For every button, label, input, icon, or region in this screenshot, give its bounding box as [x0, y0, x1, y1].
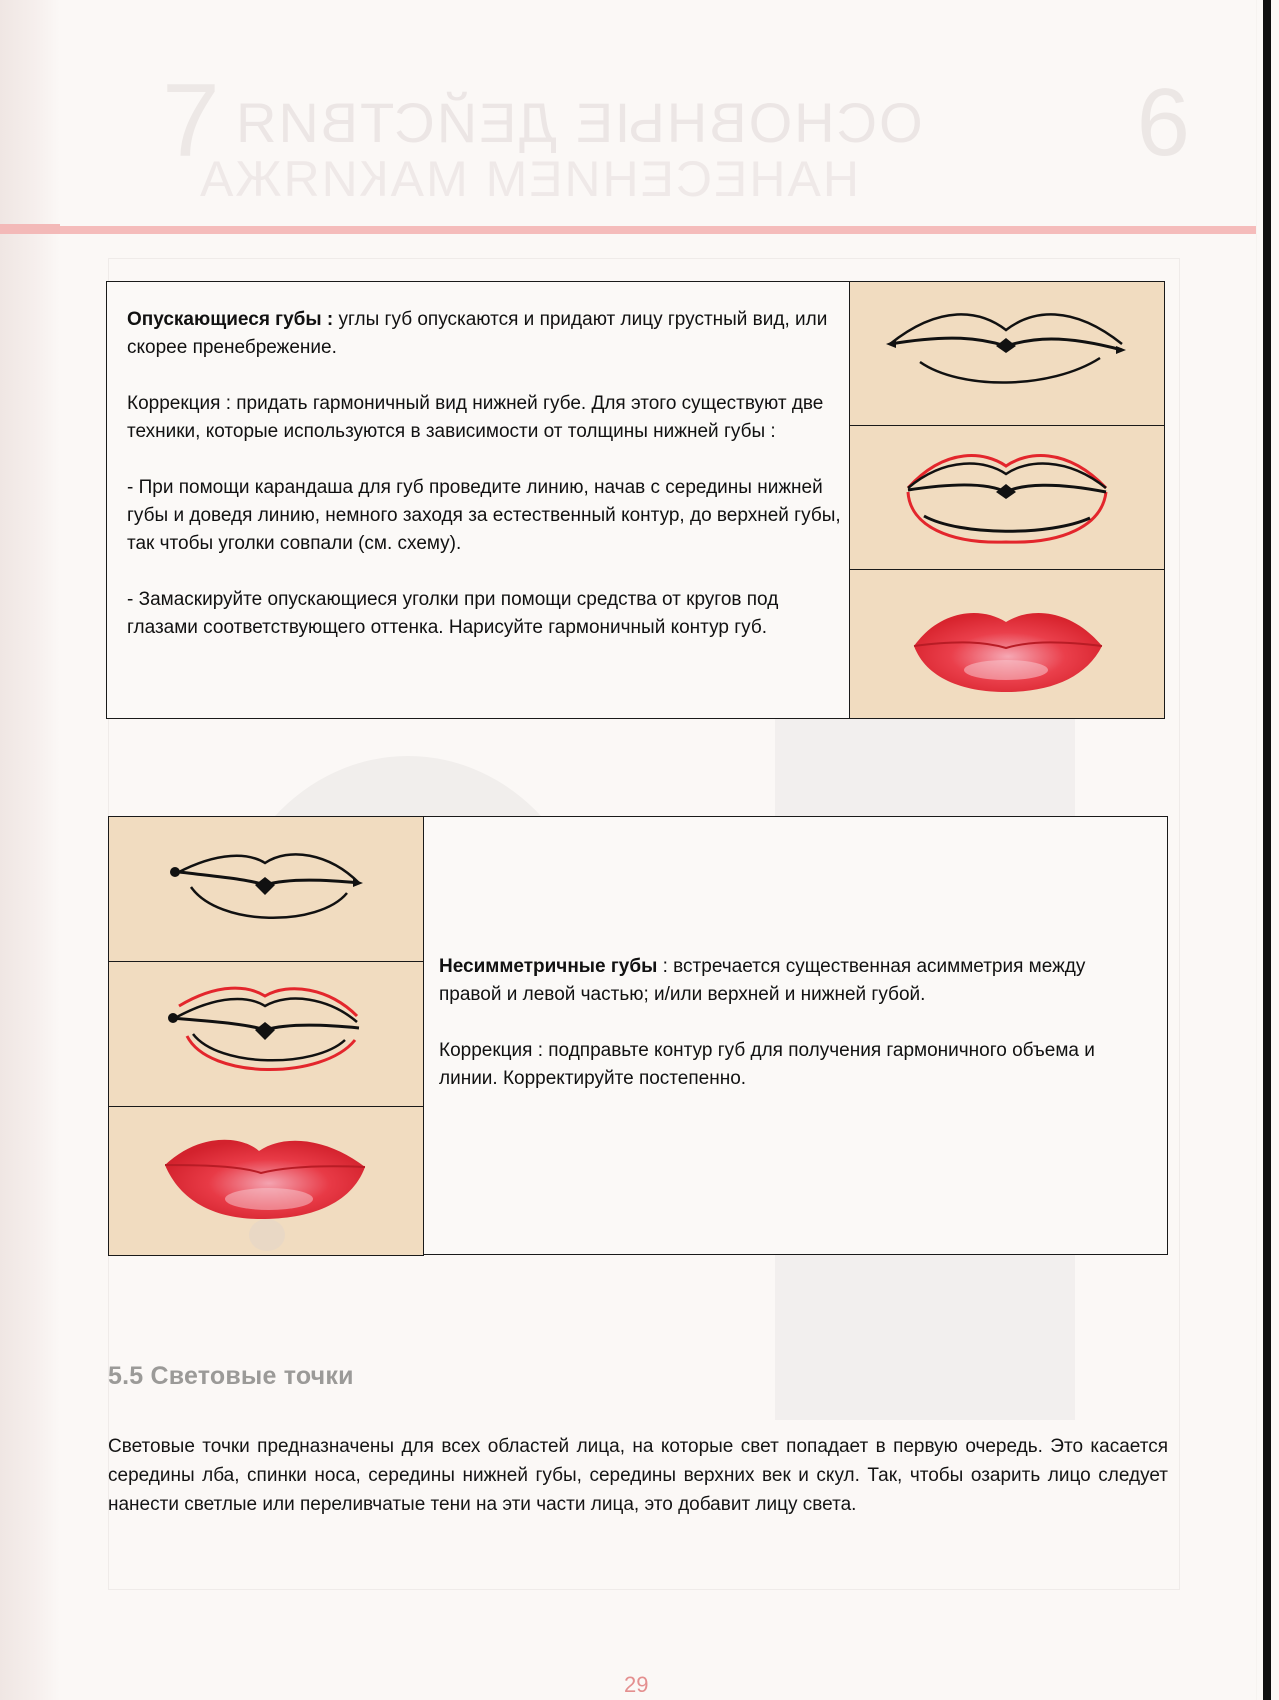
asymmetric-lips-outline-illustration — [108, 816, 424, 964]
asymmetric-lips-title: Несимметричные губы — [439, 956, 658, 977]
bleed-through-heading-line: НАНЕСЕНИЕМ МАКИЯЖА — [198, 151, 859, 207]
page-number: 29 — [624, 1672, 649, 1697]
asymmetric-lips-outline-drawing — [109, 817, 423, 963]
asymmetric-lips-description: : встречается существенная асимметрия между правой и левой частью; и/или верхней и нижней губой. — [439, 956, 1086, 1005]
lips-result-drawing — [850, 570, 1164, 718]
book-spine-shadow — [0, 0, 60, 1700]
drooping-lips-correction-illustration — [849, 425, 1165, 572]
drooping-lips-correction: Коррекция : придать гармоничный вид нижней губе. Для этого существуют две техники, которые используются в зависимости от толщины нижней губы : — [127, 393, 824, 442]
bleed-through-heading-line: ОСНОВНЫЕ ДЕЙСТВИЯ — [234, 91, 923, 154]
lips-outline-drawing — [850, 282, 1164, 427]
asymmetric-lips-intro — [439, 953, 1119, 1009]
page-edge — [1257, 0, 1279, 1700]
bleed-through-header — [154, 62, 1254, 212]
section-title: 5.5 Световые точки — [108, 1362, 354, 1390]
drooping-lips-outline-illustration — [849, 281, 1165, 428]
asymmetric-lips-correction: Коррекция : подправьте контур губ для получения гармоничного объема и линии. Корректируйте постепенно. — [439, 1040, 1095, 1089]
asymmetric-lips-box — [108, 816, 1168, 1255]
bleed-through-chapter-number: 7 — [162, 63, 220, 179]
bleed-through-chapter-number: 6 — [1136, 69, 1190, 176]
asymmetric-lips-correction-illustration — [108, 961, 424, 1109]
drooping-lips-technique-1: - При помощи карандаша для губ проведите линию, начав с середины нижней губы и доведя линию, немного заходя за естественный контур, до верхней губы, так чтобы уголки совпали (см. схему). — [127, 477, 841, 554]
section-body: Световые точки предназначены для всех областей лица, на которые свет попадает в первую очередь. Это касается середины лба, спинки носа, середины нижней губы, середины верхних век и скул. Так, чтобы озарить лицо следует нанести светлые или переливчатые тени на эти части лица, это добавит лицу света. — [108, 1436, 1168, 1515]
asymmetric-lips-text — [439, 953, 1119, 1121]
drooping-lips-box — [106, 281, 1164, 719]
drooping-lips-technique-2: - Замаскируйте опускающиеся уголки при помощи средства от кругов под глазами соответствующего оттенка. Нарисуйте гармоничный контур губ. — [127, 589, 779, 638]
asymmetric-lips-result-illustration — [108, 1106, 424, 1256]
drooping-lips-result-illustration — [849, 569, 1165, 719]
drooping-lips-text — [127, 306, 847, 670]
drooping-lips-title: Опускающиеся губы : — [127, 309, 334, 330]
drooping-lips-intro — [127, 306, 847, 362]
spine-red-band — [0, 224, 60, 234]
asymmetric-lips-correction-drawing — [109, 962, 423, 1108]
drooping-lips-description: углы губ опускаются и придают лицу грустный вид, или скорее пренебрежение. — [127, 309, 828, 358]
header-rule — [54, 226, 1256, 234]
asymmetric-lips-result-drawing — [109, 1107, 423, 1255]
lips-correction-drawing — [850, 426, 1164, 571]
